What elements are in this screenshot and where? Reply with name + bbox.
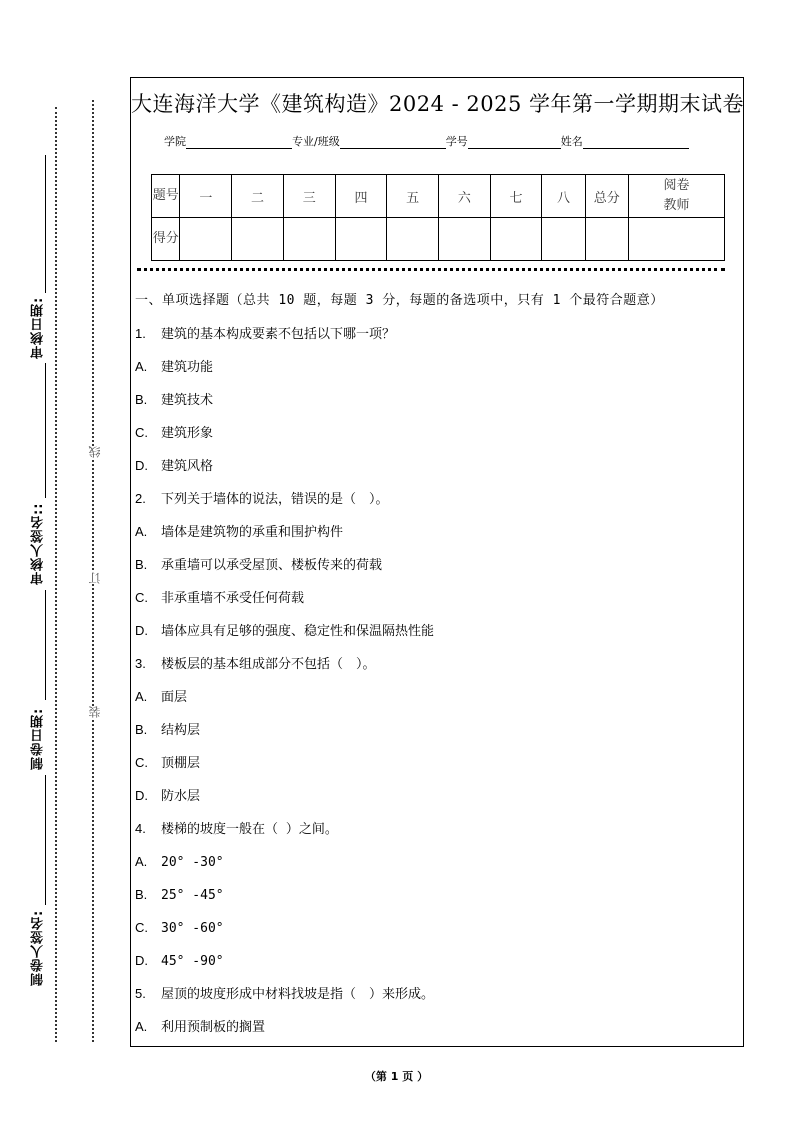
option-text: 墙体是建筑物的承重和围护构件 — [161, 525, 344, 540]
question-number: 2. — [135, 491, 146, 506]
option — [135, 884, 737, 917]
student-info-row — [164, 133, 689, 149]
question-text: 楼板层的基本组成部分不包括（ ）。 — [161, 657, 376, 672]
column-header: 八 — [542, 175, 585, 218]
question-text: 下列关于墙体的说法，错误的是（ ）。 — [161, 492, 389, 507]
option-key: D. — [135, 953, 148, 968]
binding-char-staple: 订 — [88, 572, 102, 584]
major-class-field[interactable] — [340, 134, 446, 149]
question-number-row — [152, 175, 725, 218]
page-number: （第 1 页 ） — [364, 1070, 429, 1083]
option-text: 建筑形象 — [161, 426, 214, 441]
paper-maker-signature-label: 制卷人签名: — [28, 905, 50, 990]
option-text: 30° -60° — [161, 921, 224, 936]
name-field[interactable] — [583, 134, 689, 149]
option-key: C. — [135, 920, 148, 935]
option — [135, 521, 737, 554]
question-text: 楼梯的坡度一般在（ ）之间。 — [161, 822, 338, 837]
grader-cell[interactable] — [628, 218, 724, 261]
option-key: B. — [135, 722, 148, 737]
option-text: 结构层 — [161, 723, 201, 738]
row-head-score: 得分 — [152, 218, 180, 261]
option-key: C. — [135, 590, 148, 605]
question-text: 建筑的基本构成要素不包括以下哪一项？ — [161, 327, 396, 342]
paper-date-label: 制卷日期: — [28, 700, 50, 778]
option-key: A. — [135, 854, 148, 869]
question-text: 屋顶的坡度形成中材料找坡是指（ ）来形成。 — [161, 987, 435, 1002]
option-text: 承重墙可以承受屋顶、楼板传来的荷载 — [161, 558, 383, 573]
option-text: 墙体应具有足够的强度、稳定性和保温隔热性能 — [161, 624, 435, 639]
option-text: 非承重墙不承受任何荷载 — [161, 591, 305, 606]
question-number: 1. — [135, 326, 146, 341]
score-cell[interactable] — [283, 218, 335, 261]
option-key: D. — [135, 623, 148, 638]
option — [135, 422, 737, 455]
option-text: 顶棚层 — [161, 756, 201, 771]
option — [135, 356, 737, 389]
option-key: A. — [135, 1019, 148, 1034]
question-number: 3. — [135, 656, 146, 671]
option — [135, 851, 737, 884]
option-text: 20° -30° — [161, 855, 224, 870]
question-2 — [135, 488, 737, 521]
exam-frame — [130, 77, 744, 1047]
exam-content — [135, 290, 737, 1049]
option — [135, 752, 737, 785]
score-cell[interactable] — [542, 218, 585, 261]
option-key: A. — [135, 689, 148, 704]
dotted-separator — [137, 268, 725, 271]
question-1 — [135, 323, 737, 356]
score-table — [151, 174, 725, 261]
option-text: 建筑风格 — [161, 459, 214, 474]
score-cell[interactable] — [335, 218, 387, 261]
paper-date-line — [45, 775, 46, 905]
option-key: A. — [135, 524, 148, 539]
seal-dotted-line-outer — [55, 107, 57, 1042]
option-key: B. — [135, 557, 148, 572]
student-id-field[interactable] — [468, 134, 561, 149]
review-date-label: 审核日期: — [28, 293, 50, 363]
score-cell[interactable] — [180, 218, 232, 261]
option-text: 利用预制板的搁置 — [161, 1020, 266, 1035]
reviewer-signature-label: 审核人签名:: — [28, 498, 50, 590]
option-text: 25° -45° — [161, 888, 224, 903]
option-key: C. — [135, 425, 148, 440]
option — [135, 917, 737, 950]
question-3 — [135, 653, 737, 686]
score-cell[interactable] — [490, 218, 542, 261]
total-score-cell[interactable] — [585, 218, 628, 261]
option — [135, 620, 737, 653]
option-key: D. — [135, 458, 148, 473]
option — [135, 455, 737, 488]
question-number: 5. — [135, 986, 146, 1001]
column-header: 四 — [335, 175, 387, 218]
option-key: B. — [135, 392, 148, 407]
option-text: 建筑技术 — [161, 393, 214, 408]
column-header: 七 — [490, 175, 542, 218]
option — [135, 950, 737, 983]
column-header-grader: 阅卷 教师 — [628, 175, 724, 218]
option-key: C. — [135, 755, 148, 770]
option — [135, 587, 737, 620]
student-id-label: 学号 — [445, 135, 468, 148]
reviewer-signature-line — [45, 590, 46, 700]
option-text: 防水层 — [161, 789, 201, 804]
review-signature-line-top — [45, 363, 46, 498]
option-key: B. — [135, 887, 148, 902]
name-label: 姓名 — [560, 135, 583, 148]
option — [135, 719, 737, 752]
column-header: 五 — [387, 175, 439, 218]
option-text: 45° -90° — [161, 954, 224, 969]
score-cell[interactable] — [387, 218, 439, 261]
column-header: 六 — [439, 175, 491, 218]
option-key: A. — [135, 359, 148, 374]
seal-dotted-line-inner — [92, 100, 94, 1042]
college-label: 学院 — [164, 135, 186, 148]
row-head-question-number: 题号 — [152, 175, 180, 218]
column-header: 一 — [180, 175, 232, 218]
binding-char-line: 线 — [88, 446, 102, 458]
question-4 — [135, 818, 737, 851]
column-header: 二 — [232, 175, 284, 218]
option — [135, 554, 737, 587]
major-class-label: 专业/班级 — [292, 135, 340, 148]
option — [135, 686, 737, 719]
question-number: 4. — [135, 821, 146, 836]
review-date-line — [45, 155, 46, 293]
option — [135, 389, 737, 422]
option-text: 面层 — [161, 690, 188, 705]
column-header-total: 总分 — [585, 175, 628, 218]
section-title: 一、单项选择题（总共 10 题，每题 3 分，每题的备选项中，只有 1 个最符合题意） — [135, 293, 664, 308]
college-field[interactable] — [186, 134, 292, 149]
exam-title: 大连海洋大学《建筑构造》2024 - 2025 学年第一学期期末试卷 — [131, 92, 745, 116]
question-5 — [135, 983, 737, 1016]
score-cell[interactable] — [439, 218, 491, 261]
binding-char-bind: 装 — [88, 706, 102, 718]
option-key: D. — [135, 788, 148, 803]
option — [135, 785, 737, 818]
option-text: 建筑功能 — [161, 360, 214, 375]
score-row — [152, 218, 725, 261]
option — [135, 1016, 737, 1049]
column-header: 三 — [283, 175, 335, 218]
score-cell[interactable] — [232, 218, 284, 261]
